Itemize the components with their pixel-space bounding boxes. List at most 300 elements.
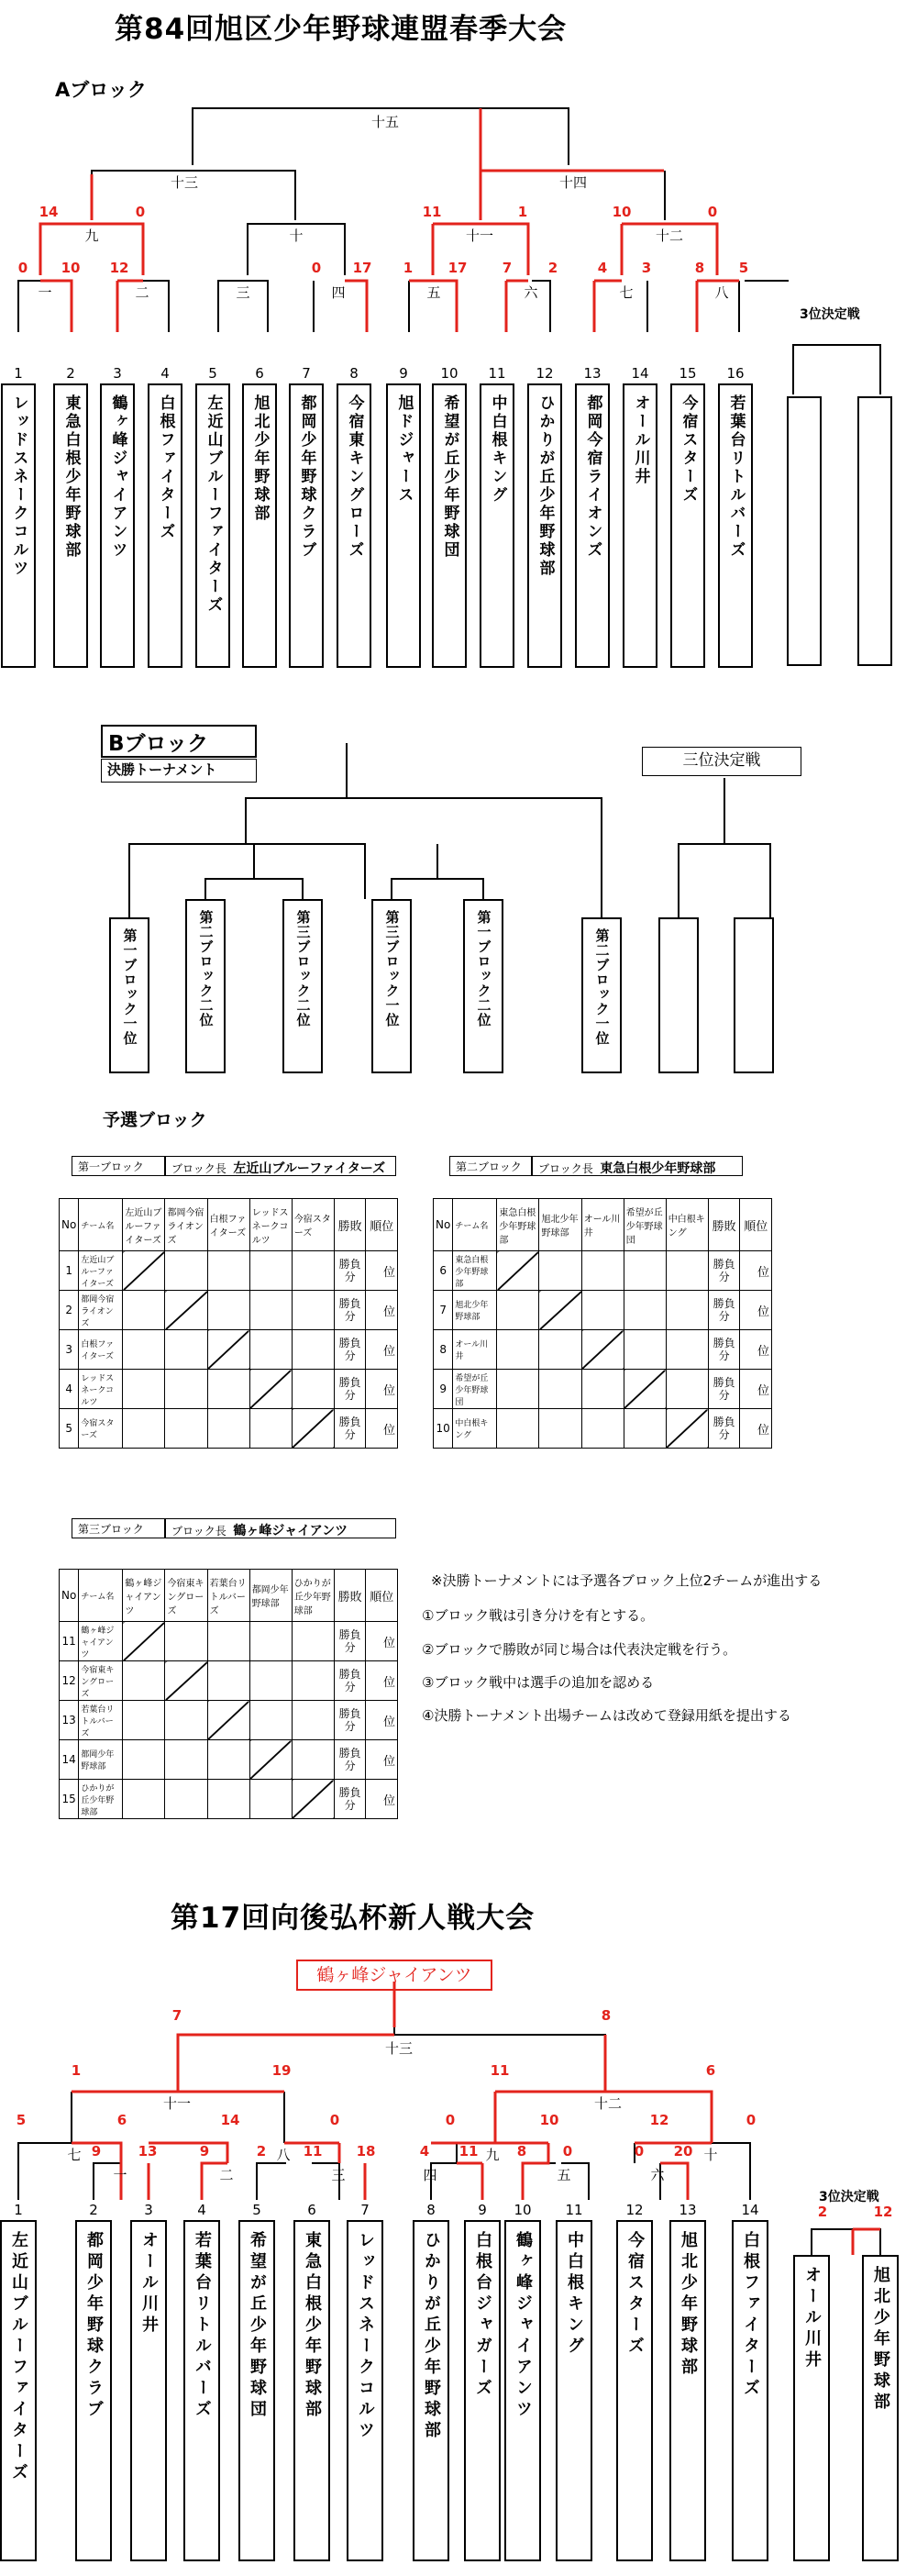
block2-leader [532,1156,743,1176]
row-number: 5 [60,1409,79,1449]
cell [207,1780,249,1819]
result: 勝負分 [334,1622,366,1661]
block3-name: 第三ブロック [72,1518,165,1538]
row-team: レッドスネークコルツ [79,1370,123,1409]
round-label: 十三 [171,174,199,191]
b-slot [371,899,412,1073]
rank: 位 [366,1370,398,1409]
score: 0 [311,260,322,276]
team-box [718,383,753,668]
table-header: 順位 [366,1570,398,1622]
row-team: 希望が丘少年野球団 [453,1370,497,1409]
cell [249,1780,292,1819]
table-header: 順位 [366,1199,398,1251]
table-header: ひかりが丘少年野球部 [292,1570,334,1622]
team-name: 旭北少年野球部 [250,394,270,523]
row-number: 15 [60,1780,79,1819]
cell [539,1291,581,1330]
row-team: 左近山ブルーファイターズ [79,1251,123,1291]
row-number: 13 [60,1701,79,1740]
team-number: 3 [144,2202,153,2218]
table-row [434,1291,772,1330]
cell [249,1370,292,1409]
cell [666,1330,708,1370]
team-name: オール川井 [631,394,650,486]
team-name: 都岡少年野球クラブ [297,394,316,560]
round-label: 二 [219,2167,234,2183]
table-row [60,1370,398,1409]
result: 勝負分 [334,1251,366,1291]
score: 13 [138,2143,158,2160]
table-header: 旭北少年野球部 [539,1199,581,1251]
team-number: 7 [302,365,311,382]
team-box [504,2220,541,2561]
cell [123,1370,165,1409]
team-name: 若葉台リトルバーズ [193,2231,212,2421]
team-box [732,2220,768,2561]
team-name: 左近山ブルーファイターズ [9,2231,28,2484]
cell [207,1701,249,1740]
team-name: レッドスネークコルツ [9,394,28,578]
bottom-title: 第17回向後弘杯新人戦大会 [171,1902,536,1935]
cell [165,1370,207,1409]
rank: 位 [366,1251,398,1291]
team-name: 白根ファイターズ [156,394,175,541]
result: 勝負分 [334,1661,366,1701]
cell [292,1370,334,1409]
team-number: 6 [307,2202,316,2218]
result: 勝負分 [334,1370,366,1409]
team-name: 旭北少年野球部 [871,2266,890,2414]
team-box [623,383,657,668]
leader-name: 左近山ブルーファイターズ [233,1161,386,1176]
round-label: 一 [38,284,52,301]
rank: 位 [740,1409,772,1449]
cell [123,1251,165,1291]
bottom-third-label: 3位決定戦 [819,2190,879,2204]
table-header: 勝敗 [334,1570,366,1622]
team-name: 鶴ヶ峰ジャイアンツ [514,2231,533,2421]
cell [666,1251,708,1291]
team-box [0,2220,37,2561]
team-name: 白根ファイターズ [741,2231,760,2400]
row-team: 中白根キング [453,1409,497,1449]
score: 17 [352,260,372,276]
cell [249,1701,292,1740]
team-box [386,383,421,668]
table-row [60,1622,398,1661]
block-b-bracket [0,743,917,927]
block-a-label: Aブロック [55,79,147,101]
round-label: 五 [426,284,441,301]
round-label: 三 [236,284,250,301]
cell [249,1661,292,1701]
score: 0 [707,204,718,220]
round-label: 四 [331,284,346,301]
score: 11 [303,2143,323,2160]
cell [581,1370,624,1409]
cell [207,1740,249,1780]
cell [292,1330,334,1370]
note: ②ブロックで勝敗が同じ場合は代表決定戦を行う。 [422,1641,737,1658]
round-label: 十二 [656,228,684,244]
cell [123,1622,165,1661]
score: 9 [91,2143,102,2160]
team-box [616,2220,653,2561]
score: 11 [458,2143,479,2160]
score: 12 [109,260,129,276]
b-slot-label: 第二ブロック一位 [593,928,611,1046]
cell [165,1330,207,1370]
rank: 位 [366,1330,398,1370]
block1-leader [165,1156,396,1176]
note: ※決勝トーナメントには予選各ブロック上位2チームが進出する [431,1572,823,1589]
score: 1 [403,260,414,276]
cell [207,1661,249,1701]
row-team: ひかりが丘少年野球部 [79,1780,123,1819]
result: 勝負分 [334,1701,366,1740]
score: 10 [61,260,81,276]
score: 12 [649,2112,669,2128]
row-number: 6 [434,1251,453,1291]
team-number: 10 [514,2202,532,2218]
round-label: 十四 [559,174,588,191]
cell [165,1740,207,1780]
cell [581,1251,624,1291]
team-box [183,2220,220,2561]
cell [666,1409,708,1449]
score: 19 [271,2062,292,2079]
team-number: 8 [426,2202,436,2218]
third-team-box [793,2255,830,2561]
row-number: 12 [60,1661,79,1701]
team-name: ひかりが丘少年野球部 [422,2231,441,2442]
team-box [413,2220,449,2561]
result: 勝負分 [708,1409,740,1449]
team-number: 12 [625,2202,644,2218]
leader-name: 東急白根少年野球部 [600,1161,716,1176]
block1-name: 第一ブロック [72,1156,165,1176]
score: 2 [256,2143,267,2160]
table-row [434,1409,772,1449]
team-number: 3 [113,365,122,382]
cell [165,1622,207,1661]
score: 1 [517,204,528,220]
round-label: 六 [650,2167,665,2183]
team-name: 旭北少年野球部 [679,2231,698,2379]
team-number: 2 [89,2202,98,2218]
score: 11 [422,204,442,220]
cell [539,1251,581,1291]
block2-table [433,1198,772,1449]
team-number: 11 [488,365,506,382]
team-name: ひかりが丘少年野球部 [536,394,555,578]
team-box [669,2220,706,2561]
row-number: 14 [60,1740,79,1780]
table-header: 若葉台リトルバーズ [207,1570,249,1622]
row-team: 白根ファイターズ [79,1330,123,1370]
table-header: 東急白根少年野球部 [497,1199,539,1251]
table-header: オール川井 [581,1199,624,1251]
cell [207,1291,249,1330]
cell [249,1251,292,1291]
third-slot [658,917,699,1073]
round-label: 十 [289,228,304,244]
third-place-label: 3位決定戦 [800,307,860,322]
table-header: 都岡少年野球部 [249,1570,292,1622]
row-team: 若葉台リトルバーズ [79,1701,123,1740]
team-box [53,383,88,668]
rank: 位 [366,1409,398,1449]
table-header: 今宿東キングローズ [165,1570,207,1622]
team-box [148,383,182,668]
round-label: 四 [423,2167,437,2183]
team-box [556,2220,592,2561]
team-box [100,383,135,668]
score: 6 [116,2112,127,2128]
table-row [60,1661,398,1701]
table-header: 鶴ヶ峰ジャイアンツ [123,1570,165,1622]
b-slot-label: 第一ブロック二位 [475,910,492,1027]
team-box [575,383,610,668]
b-slot [185,899,226,1073]
team-name: 希望が丘少年野球団 [248,2231,267,2421]
cell [292,1409,334,1449]
cell [207,1622,249,1661]
table-row [60,1740,398,1780]
cell [624,1370,666,1409]
cell [624,1291,666,1330]
cell [292,1622,334,1661]
row-number: 7 [434,1291,453,1330]
table-header: 順位 [740,1199,772,1251]
team-box [130,2220,167,2561]
cell [292,1701,334,1740]
table-header: 勝敗 [334,1199,366,1251]
team-box [464,2220,501,2561]
table-row [434,1251,772,1291]
row-team: 今宿東キングローズ [79,1661,123,1701]
note: ④決勝トーナメント出場チームは改めて登録用紙を提出する [422,1707,791,1724]
cell [249,1291,292,1330]
team-name: 旭ドジャース [394,394,414,505]
score: 4 [597,260,608,276]
cell [123,1740,165,1780]
cell [249,1740,292,1780]
round-label: 五 [557,2167,571,2183]
result: 勝負分 [334,1409,366,1449]
round-label: 六 [524,284,538,301]
score: 0 [746,2112,757,2128]
team-box [670,383,705,668]
score: 12 [873,2204,893,2220]
team-number: 6 [255,365,264,382]
table-header: 中白根キング [666,1199,708,1251]
row-number: 8 [434,1330,453,1370]
b-slot [463,899,503,1073]
table-header: No [60,1199,79,1251]
result: 勝負分 [708,1291,740,1330]
team-number: 13 [583,365,602,382]
b-slot-label: 第二ブロック二位 [197,910,215,1027]
cell [497,1291,539,1330]
rank: 位 [366,1661,398,1701]
cell [624,1251,666,1291]
table-header: 希望が丘少年野球団 [624,1199,666,1251]
block1-table [59,1198,398,1449]
score: 2 [817,2204,828,2220]
round-label: 十五 [371,114,400,130]
score: 20 [673,2143,693,2160]
team-number: 4 [160,365,170,382]
team-number: 1 [14,365,23,382]
leader-label: ブロック長 [171,1162,226,1175]
cell [165,1251,207,1291]
cell [123,1330,165,1370]
block3-leader [165,1518,396,1538]
team-name: 今宿スターズ [625,2231,645,2358]
result: 勝負分 [708,1330,740,1370]
result: 勝負分 [334,1291,366,1330]
row-number: 4 [60,1370,79,1409]
prelim-label: 予選ブロック [103,1110,207,1130]
champion-box: 鶴ヶ峰ジャイアンツ [296,1960,492,1991]
rank: 位 [366,1622,398,1661]
b-slot-label: 第三ブロック二位 [294,910,312,1027]
team-name: 鶴ヶ峰ジャイアンツ [108,394,127,560]
team-number: 12 [536,365,554,382]
table-header: 都岡今宿ライオンズ [165,1199,207,1251]
team-number: 9 [399,365,408,382]
leader-name: 鶴ヶ峰ジャイアンツ [233,1524,348,1538]
score: 8 [601,2007,612,2024]
score: 18 [356,2143,376,2160]
rank: 位 [740,1291,772,1330]
cell [581,1291,624,1330]
team-box [347,2220,383,2561]
round-label: 七 [67,2147,82,2163]
cell [666,1291,708,1330]
final-tournament-label: 決勝トーナメント [101,759,257,783]
result: 勝負分 [334,1780,366,1819]
round-label: 十三 [385,2040,414,2057]
cell [165,1409,207,1449]
table-row [60,1701,398,1740]
round-label: 八 [714,284,729,301]
rank: 位 [366,1291,398,1330]
team-number: 4 [197,2202,206,2218]
score: 7 [171,2007,182,2024]
score: 10 [612,204,632,220]
team-name: 東急白根少年野球部 [303,2231,322,2421]
round-label: 九 [485,2147,500,2163]
row-number: 3 [60,1330,79,1370]
team-number: 16 [726,365,745,382]
round-label: 十一 [466,228,494,244]
row-team: 旭北少年野球部 [453,1291,497,1330]
table-header: 白根ファイターズ [207,1199,249,1251]
score: 5 [738,260,749,276]
row-team: 都岡少年野球部 [79,1740,123,1780]
result: 勝負分 [708,1251,740,1291]
team-name: 若葉台リトルバーズ [726,394,746,560]
cell [165,1780,207,1819]
team-name: 白根台ジャガーズ [473,2231,492,2400]
team-number: 1 [14,2202,23,2218]
team-name: 都岡今宿ライオンズ [583,394,602,560]
cell [497,1409,539,1449]
team-name: 東急白根少年野球部 [61,394,81,560]
team-name: 今宿東キングローズ [345,394,364,560]
b-slot [109,917,149,1073]
block3-table [59,1569,398,1819]
cell [497,1251,539,1291]
score: 7 [502,260,513,276]
note: ③ブロック戦中は選手の追加を認める [422,1674,655,1691]
table-header: チーム名 [453,1199,497,1251]
score: 0 [17,260,28,276]
table-header: 勝敗 [708,1199,740,1251]
team-name: 中白根キング [488,394,507,505]
score: 6 [705,2062,716,2079]
cell [624,1409,666,1449]
score: 1 [71,2062,82,2079]
cell [292,1291,334,1330]
team-number: 14 [631,365,649,382]
team-box [293,2220,330,2561]
team-name: 今宿スターズ [679,394,698,505]
round-label: 十 [703,2147,718,2163]
cell [123,1701,165,1740]
cell [123,1291,165,1330]
table-header: 今宿スターズ [292,1199,334,1251]
score: 0 [562,2143,573,2160]
b-slot-label: 第三ブロック一位 [383,910,401,1027]
row-number: 2 [60,1291,79,1330]
rank: 位 [366,1740,398,1780]
note: ①ブロック戦は引き分けを有とする。 [422,1607,655,1624]
leader-label: ブロック長 [171,1525,226,1538]
third-place-slot [787,396,822,666]
cell [292,1661,334,1701]
team-number: 5 [208,365,217,382]
cell [624,1330,666,1370]
cell [497,1370,539,1409]
team-name: 中白根キング [565,2231,584,2358]
cell [249,1622,292,1661]
team-number: 13 [679,2202,697,2218]
table-row [60,1291,398,1330]
page-title: 第84回旭区少年野球連盟春季大会 [115,13,568,46]
score: 0 [634,2143,645,2160]
round-label: 九 [84,228,99,244]
cell [249,1330,292,1370]
table-row [60,1409,398,1449]
cell [207,1251,249,1291]
round-label: 十二 [594,2095,623,2112]
row-number: 1 [60,1251,79,1291]
score: 4 [419,2143,430,2160]
b-slot [581,917,622,1073]
table-row [60,1330,398,1370]
team-box [337,383,371,668]
third-decision-label: 三位決定戦 [642,747,801,776]
cell [581,1409,624,1449]
third-place-slot [857,396,892,666]
cell [207,1370,249,1409]
team-box [195,383,230,668]
row-team: 鶴ヶ峰ジャイアンツ [79,1622,123,1661]
